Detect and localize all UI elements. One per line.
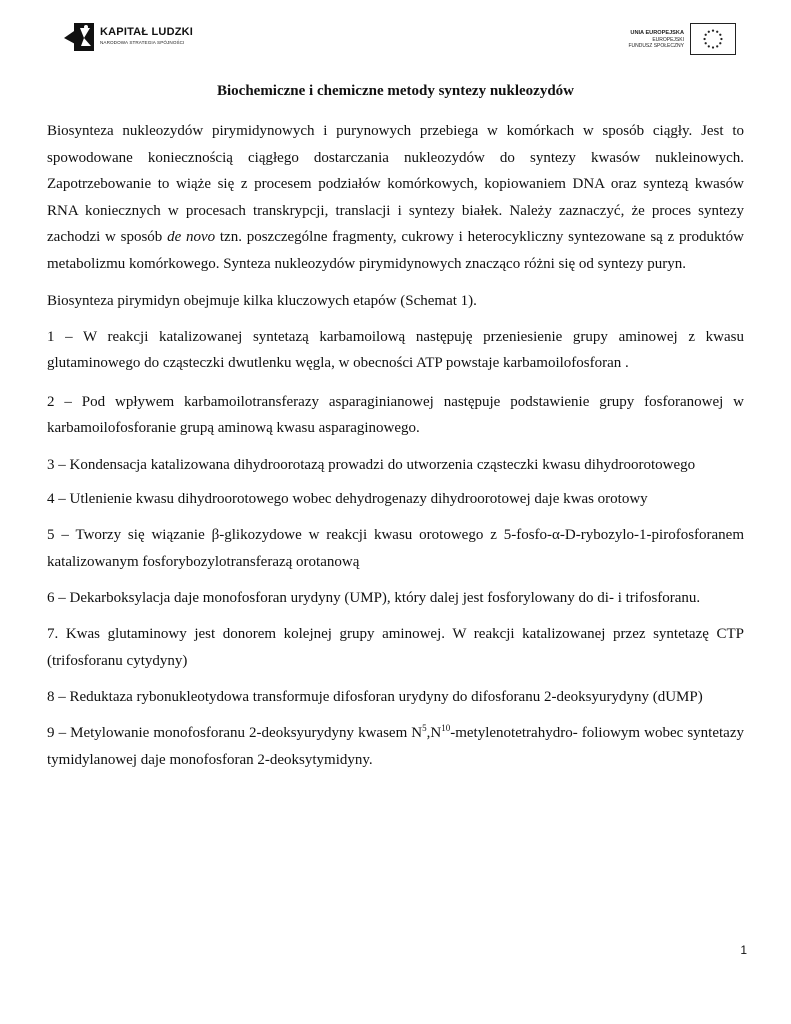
eu-logo-line-2: EUROPEJSKI (652, 36, 684, 43)
intro-paragraph (47, 118, 744, 278)
step-3: 3 – Kondensacja katalizowana dihydroorotazą prowadzi do utworzenia cząsteczki kwasu dihydroorotowego (47, 456, 696, 473)
page-number: 1 (740, 943, 747, 957)
document-title: Biochemiczne i chemiczne metody syntezy nukleozydów (216, 83, 575, 99)
page-header (0, 18, 791, 62)
step-4: 4 – Utlenienie kwasu dihydroorotowego wobec dehydrogenazy dihydroorotowej daje kwas orotowy (47, 490, 648, 507)
step-9-part-a: 9 – Metylowanie monofosforanu 2-deoksyurydyny kwasem N (47, 725, 423, 742)
step-1: 1 – W reakcji katalizowanej syntetazą karbamoilową następuję przeniesienie grupy aminowej z kwasu glutaminowego do cząsteczki dwutlenku węgla, w obecności ATP powstaje karbamoilofosforan . (47, 328, 744, 372)
step-9-superscript-2: 10 (441, 723, 451, 734)
step-9 (47, 720, 744, 773)
eu-flag-icon (690, 23, 736, 55)
kapital-ludzki-title: KAPITAŁ LUDZKI (100, 26, 194, 38)
eu-logo-line-3: FUNDUSZ SPOŁECZNY (628, 43, 684, 49)
step-9-part-b: ,N (426, 725, 442, 742)
step-8: 8 – Reduktaza rybonukleotydowa transformuje difosforan urydyny do difosforanu 2-deoksyurydyny (dUMP) (47, 689, 703, 706)
eu-logo-line-1: UNIA EUROPEJSKA (630, 30, 684, 36)
intro-text-after: tzn. poszczególne fragmenty, cukrowy i heterocykliczny syntezowane są z produktów metabolizmu komórkowego. Synteza nukleozydów pirymidynowych znacząco różni się od syntezy puryn. (47, 229, 744, 272)
document-body (47, 118, 744, 774)
step-2: 2 – Pod wpływem karbamoilotransferazy asparaginianowej następuje podstawienie grupy fosforanowej w karbamoilofosforanie grupą aminową kwasu asparaginowego. (47, 393, 744, 437)
step-5: 5 – Tworzy się wiązanie β-glikozydowe w reakcji kwasu orotowego z 5-fosfo-α-D-rybozylo-1-pirofosforanem katalizowanym fosforybozylotransferazą orotanową (47, 526, 744, 570)
intro-text-italic: de novo (167, 229, 216, 246)
intro-text-before: Biosynteza nukleozydów pirymidynowych i purynowych przebiega w komórkach w sposób ciągły. Jest to spowodowane koniecznością ciągłego dostarczania nukleozydów do syntezy kwasów nukleinowych. Zapotrzebowanie to wiąże się z procesem podziałów komórkowych, kopiowaniem DNA oraz syntezą kwasów RNA koniecznych w procesach transkrypcji, translacji i syntezy białek. Należy zaznaczyć, że proces syntezy zachodzi w sposób (47, 123, 744, 246)
step-9-superscript-1: 5 (422, 723, 427, 734)
step-7: 7. Kwas glutaminowy jest donorem kolejnej grupy aminowej. W reakcji katalizowanej przez syntetazę CTP (trifosforanu cytydyny) (47, 626, 744, 669)
eu-logo-text (628, 30, 684, 50)
step-9-part-c: -metylenotetrahydro- foliowym wobec syntetazy tymidylanowej daje monofosforan 2-deoksytymidyny. (47, 725, 744, 768)
kapital-ludzki-logo (64, 18, 194, 58)
lead-paragraph: Biosynteza pirymidyn obejmuje kilka kluczowych etapów (Schemat 1). (47, 292, 477, 309)
eu-logo (614, 23, 736, 61)
kapital-ludzki-subtitle: NARODOWA STRATEGIA SPÓJNOŚCI (100, 40, 185, 45)
step-6: 6 – Dekarboksylacja daje monofosforan urydyny (UMP), który dalej jest fosforylowany do di- i trifosforanu. (47, 590, 701, 607)
kapital-ludzki-emblem-icon (64, 20, 96, 54)
